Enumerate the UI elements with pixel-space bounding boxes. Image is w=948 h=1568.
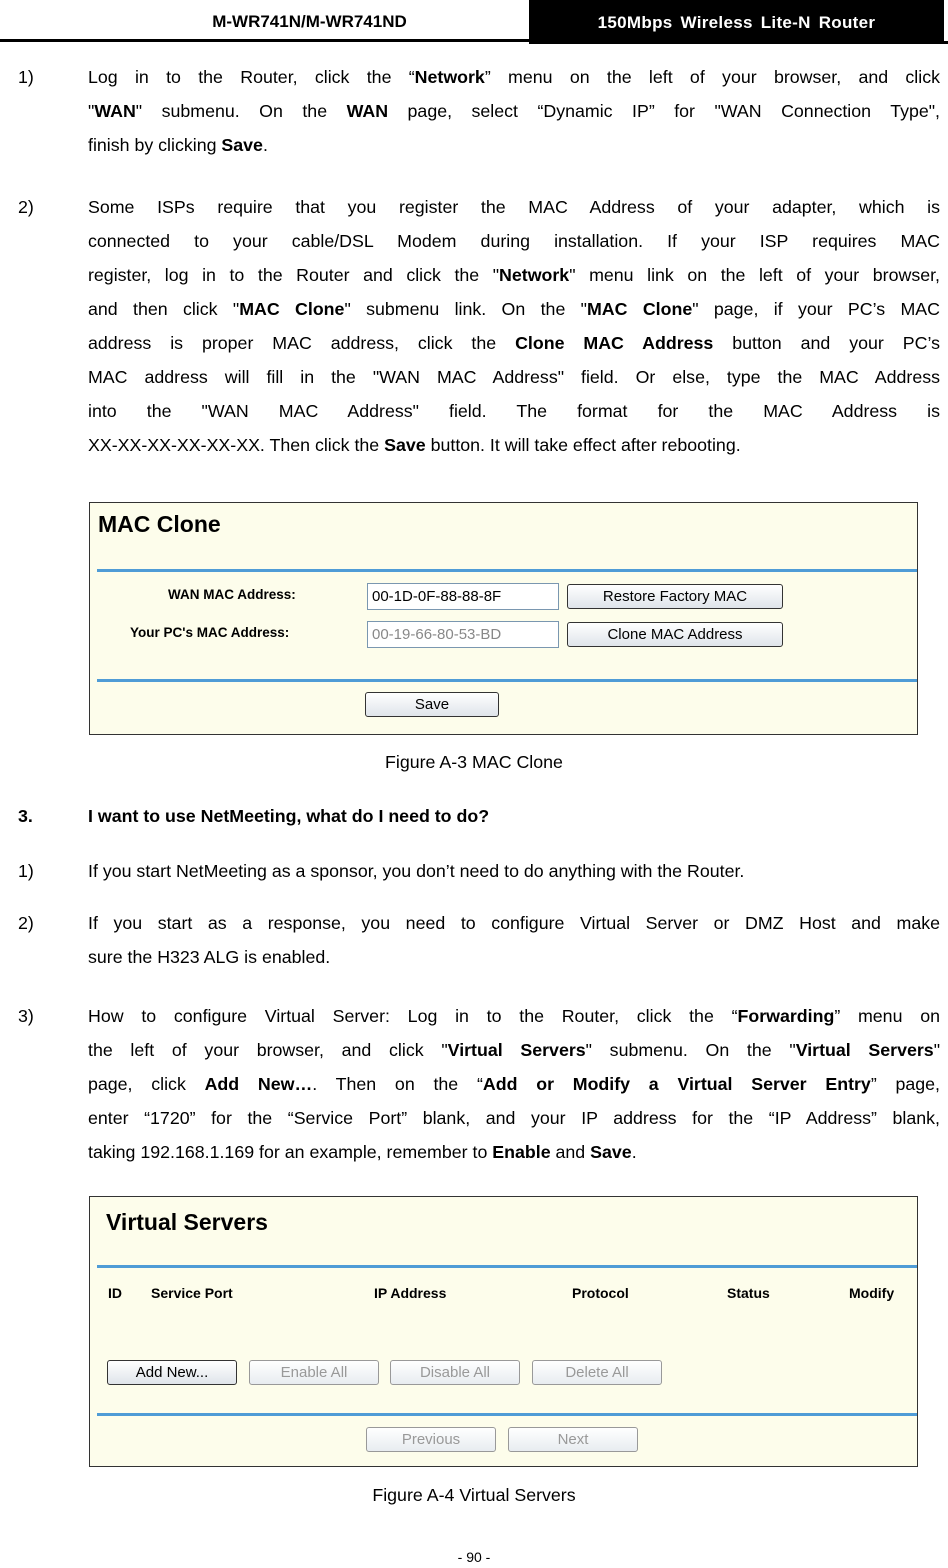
header-title: 150Mbps Wireless Lite-N Router [529, 0, 944, 44]
delete-all-button[interactable]: Delete All [532, 1360, 662, 1385]
wan-mac-label: WAN MAC Address: [168, 587, 296, 602]
next-button[interactable]: Next [508, 1427, 638, 1452]
column-service-port: Service Port [151, 1285, 233, 1301]
save-button[interactable]: Save [365, 692, 499, 717]
virtual-servers-figure [89, 1196, 918, 1467]
step-2-line-7: into the "WAN MAC Address" field. The format for the MAC Address is [88, 401, 940, 421]
column-ip-address: IP Address [374, 1285, 447, 1301]
q3-step-1-number: 1) [18, 861, 34, 881]
disable-all-button[interactable]: Disable All [390, 1360, 520, 1385]
previous-button[interactable]: Previous [366, 1427, 496, 1452]
step-1-number: 1) [18, 67, 34, 87]
clone-mac-address-button[interactable]: Clone MAC Address [567, 622, 783, 647]
pc-mac-label: Your PC's MAC Address: [130, 625, 290, 640]
divider [97, 1265, 917, 1268]
step-2-line-2: connected to your cable/DSL Modem during installation. If your ISP requires MAC [88, 231, 940, 251]
q3-step-2-number: 2) [18, 913, 34, 933]
column-status: Status [727, 1285, 770, 1301]
step-1-text [88, 60, 940, 162]
question-3 [18, 806, 489, 827]
pc-mac-field: 00-19-66-80-53-BD [367, 621, 559, 648]
column-id: ID [108, 1285, 122, 1301]
enable-all-button[interactable]: Enable All [249, 1360, 379, 1385]
divider [97, 569, 917, 572]
column-protocol: Protocol [572, 1285, 629, 1301]
q3-step-2-text: If you start as a response, you need to configure Virtual Server or DMZ Host and make sure the H323 ALG is enabled. [88, 913, 940, 967]
step-1-line-3: finish by clicking Save. [88, 135, 268, 155]
divider [97, 679, 917, 682]
divider [97, 1413, 917, 1416]
figure-a4-caption: Figure A-4 Virtual Servers [372, 1485, 576, 1505]
mac-clone-title: MAC Clone [98, 511, 221, 537]
figure-a3-caption: Figure A-3 MAC Clone [385, 752, 563, 772]
mac-clone-figure [89, 502, 918, 735]
page-number: - 90 - [457, 1549, 491, 1565]
step-2-line-3: register, log in to the Router and click the "Network" menu link on the left of your browser, [88, 265, 940, 285]
column-modify: Modify [849, 1285, 895, 1301]
step-2-line-8: XX-XX-XX-XX-XX-XX. Then click the Save button. It will take effect after rebooting. [88, 435, 741, 455]
step-2-line-1: Some ISPs require that you register the MAC Address of your adapter, which is [88, 197, 940, 217]
q3-step-3-text: How to configure Virtual Server: Log in to the Router, click the “Forwarding” menu on the left of your browser, and click "Virtual Servers" submenu. On the "Virtual Servers" page, click Add New…. Then on the “Add or Modify a Virtual Server Entry” page, enter “1720” for the “Service Port” blank, and your IP address for the “IP Address” blank, taking 192.168.1.169 for an example, remember to Enable and Save. [88, 1006, 940, 1162]
q3-step-3-number: 3) [18, 1006, 34, 1026]
step-2-line-4: and then click "MAC Clone" submenu link. On the "MAC Clone" page, if your PC’s MAC [88, 299, 940, 319]
step-2-line-6: MAC address will fill in the "WAN MAC Address" field. Or else, type the MAC Address [88, 367, 940, 387]
step-2-number: 2) [18, 197, 34, 217]
header-model: M-WR741N/M-WR741ND [0, 0, 529, 42]
add-new-button[interactable]: Add New... [107, 1360, 237, 1385]
q3-step-1-text: If you start NetMeeting as a sponsor, you don’t need to do anything with the Router. [88, 861, 745, 881]
header-rule [944, 41, 948, 44]
restore-factory-mac-button[interactable]: Restore Factory MAC [567, 584, 783, 609]
step-1-line-2: "WAN" submenu. On the WAN page, select “Dynamic IP” for "WAN Connection Type", [88, 101, 940, 121]
question-3-number: 3. [18, 806, 33, 826]
virtual-servers-title: Virtual Servers [106, 1209, 268, 1235]
question-3-text: I want to use NetMeeting, what do I need to do? [88, 806, 490, 826]
page-header [0, 0, 948, 48]
wan-mac-input[interactable]: 00-1D-0F-88-88-8F [367, 583, 559, 610]
step-2-text [88, 190, 940, 462]
step-1-line-1: Log in to the Router, click the “Network” menu on the left of your browser, and click [88, 67, 940, 87]
step-2-line-5: address is proper MAC address, click the Clone MAC Address button and your PC’s [88, 333, 940, 353]
